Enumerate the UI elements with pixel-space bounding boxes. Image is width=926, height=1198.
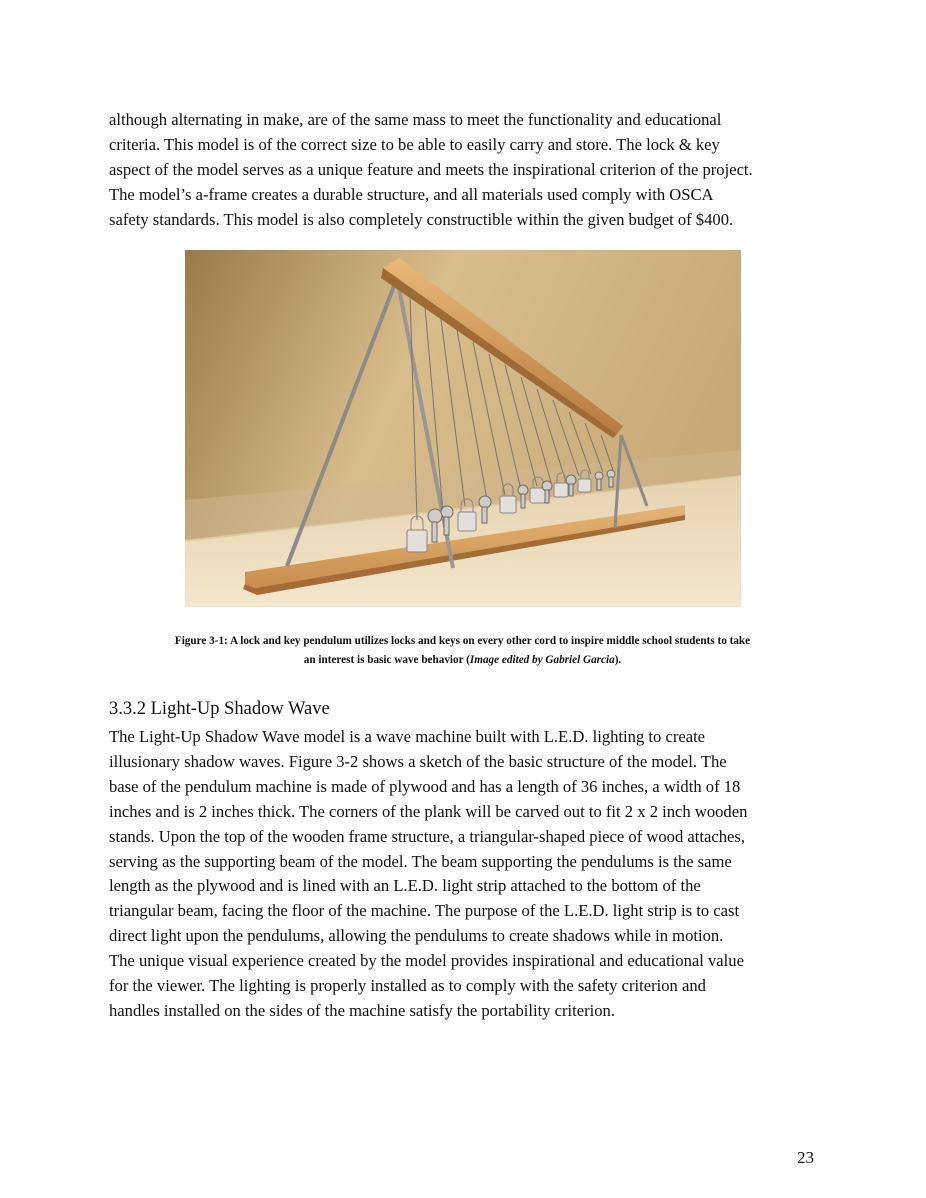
text-line: The unique visual experience created by the model provides inspirational and educational value — [109, 951, 744, 971]
section-heading: 3.3.2 Light-Up Shadow Wave — [109, 699, 330, 719]
section-paragraph — [109, 725, 834, 1024]
text-line: triangular beam, facing the floor of the machine. The purpose of the L.E.D. light strip is to cast — [109, 901, 740, 921]
text-line: stands. Upon the top of the wooden frame structure, a triangular-shaped piece of wood attaches, — [109, 826, 746, 846]
text-line: handles installed on the sides of the machine satisfy the portability criterion. — [109, 1000, 615, 1020]
page-number: 23 — [797, 1148, 814, 1167]
text-line: base of the pendulum machine is made of plywood and has a length of 36 inches, a width of 18 — [109, 776, 741, 796]
caption-text: ). — [614, 654, 622, 666]
caption-line-2 — [100, 651, 825, 670]
caption-line-1: Figure 3-1: A lock and key pendulum utilizes locks and keys on every other cord to inspire middle school students to take — [174, 635, 751, 647]
figure-caption — [100, 632, 825, 670]
text-line: illusionary shadow waves. Figure 3-2 shows a sketch of the basic structure of the model. The — [109, 751, 727, 771]
text-line: The model’s a-frame creates a durable structure, and all materials used comply with OSCA — [109, 184, 714, 204]
text-line: direct light upon the pendulums, allowing the pendulums to create shadows while in motion. — [109, 926, 724, 946]
image-credit: Image edited by Gabriel Garcia — [469, 654, 615, 666]
text-line: aspect of the model serves as a unique feature and meets the inspirational criterion of the project. — [109, 159, 753, 179]
text-line: length as the plywood and is lined with an L.E.D. light strip attached to the bottom of the — [109, 876, 701, 896]
pendulum-photo-illustration — [185, 250, 741, 607]
intro-paragraph — [109, 108, 834, 233]
figure-3-1-photo — [185, 250, 741, 607]
text-line: safety standards. This model is also completely constructible within the given budget of $400. — [109, 209, 734, 229]
caption-text: an interest is basic wave behavior ( — [303, 654, 470, 666]
text-line: inches and is 2 inches thick. The corners of the plank will be carved out to fit 2 x 2 inch wooden — [109, 801, 748, 821]
text-line: criteria. This model is of the correct size to be able to easily carry and store. The lock & key — [109, 134, 720, 154]
text-line: for the viewer. The lighting is properly installed as to comply with the safety criterion and — [109, 976, 706, 996]
text-line: although alternating in make, are of the same mass to meet the functionality and educational — [109, 110, 722, 129]
text-line: The Light-Up Shadow Wave model is a wave machine built with L.E.D. lighting to create — [109, 727, 706, 746]
text-line: serving as the supporting beam of the model. The beam supporting the pendulums is the same — [109, 851, 732, 871]
